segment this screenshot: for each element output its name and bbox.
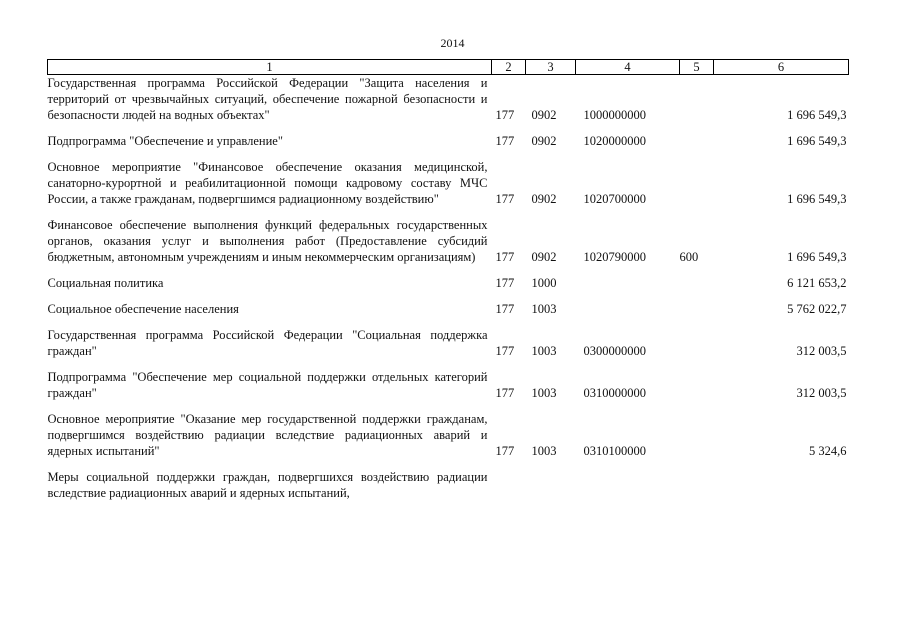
row-ministry-code: 177	[495, 192, 515, 206]
row-amount: 5 324,6	[809, 444, 847, 458]
spacer-cell	[48, 359, 849, 369]
row-section-code: 1003	[531, 302, 557, 316]
header-col-1: 1	[48, 60, 492, 75]
row-target-article: 1000000000	[583, 108, 646, 122]
row-target-article: 1020700000	[583, 192, 646, 206]
row-name: Государственная программа Российской Федерации "Защита населения и территорий от чрезвычайных ситуаций, обеспечение пожарной безопасности и безопасности людей на водных объектах"	[47, 76, 488, 122]
row-ministry-code: 177	[495, 134, 515, 148]
row-expense-type	[680, 133, 714, 149]
table-row	[48, 159, 849, 207]
row-ministry-code	[492, 469, 526, 501]
row-expense-type	[680, 159, 714, 207]
row-spacer	[48, 207, 849, 217]
spacer-cell	[48, 149, 849, 159]
row-name: Государственная программа Российской Федерации "Социальная поддержка граждан"	[47, 328, 488, 358]
row-ministry-code: 177	[495, 276, 515, 290]
row-ministry-code: 177	[495, 302, 515, 316]
row-name: Меры социальной поддержки граждан, подвергшихся воздействию радиации вследствие радиационных аварий и ядерных испытаний,	[47, 470, 488, 500]
row-spacer	[48, 291, 849, 301]
row-amount: 6 121 653,2	[787, 276, 847, 290]
row-ministry-code: 177	[495, 386, 515, 400]
spacer-cell	[48, 207, 849, 217]
row-expense-type	[680, 75, 714, 124]
row-amount: 1 696 549,3	[787, 192, 847, 206]
row-expense-type	[680, 275, 714, 291]
row-target-article: 0310000000	[583, 386, 646, 400]
row-amount: 1 696 549,3	[787, 250, 847, 264]
row-target-article	[576, 469, 680, 501]
row-target-article: 0300000000	[583, 344, 646, 358]
row-expense-type	[680, 411, 714, 459]
row-spacer	[48, 401, 849, 411]
row-spacer	[48, 123, 849, 133]
row-section-code: 1000	[531, 276, 557, 290]
row-section-code: 0902	[531, 134, 557, 148]
row-amount: 5 762 022,7	[787, 302, 847, 316]
row-section-code: 0902	[531, 108, 557, 122]
header-col-2: 2	[492, 60, 526, 75]
table-row	[48, 275, 849, 291]
table-row	[48, 411, 849, 459]
column-number-header	[48, 60, 849, 75]
spacer-cell	[48, 459, 849, 469]
row-amount: 1 696 549,3	[787, 134, 847, 148]
row-expense-type	[680, 301, 714, 317]
row-amount: 312 003,5	[796, 344, 847, 358]
table-row	[48, 133, 849, 149]
header-col-6: 6	[714, 60, 849, 75]
row-spacer	[48, 265, 849, 275]
page-number: 2014	[440, 36, 465, 50]
budget-table	[47, 59, 849, 501]
row-name: Основное мероприятие "Финансовое обеспечение оказания медицинской, санаторно-курортной и реабилитационной помощи кадровому составу МЧС России, а также гражданам, подвергшимся радиационному воздействию"	[47, 160, 488, 206]
row-spacer	[48, 317, 849, 327]
row-amount	[714, 469, 849, 501]
row-spacer	[48, 149, 849, 159]
row-target-article	[576, 275, 680, 291]
row-target-article: 1020790000	[583, 250, 646, 264]
table-row	[48, 469, 849, 501]
row-section-code: 1003	[531, 386, 557, 400]
row-expense-type	[680, 469, 714, 501]
row-name: Подпрограмма "Обеспечение и управление"	[47, 134, 283, 148]
row-ministry-code: 177	[495, 250, 515, 264]
row-spacer	[48, 359, 849, 369]
row-section-code: 1003	[531, 344, 557, 358]
row-name: Основное мероприятие "Оказание мер государственной поддержки гражданам, подвергшимся воздействию радиации вследствие радиационных аварий и ядерных испытаний"	[47, 412, 488, 458]
row-section-code: 1003	[531, 444, 557, 458]
row-name: Подпрограмма "Обеспечение мер социальной поддержки отдельных категорий граждан"	[47, 370, 488, 400]
row-expense-type: 600	[679, 250, 699, 264]
header-col-5: 5	[680, 60, 714, 75]
spacer-cell	[48, 291, 849, 301]
table-row	[48, 369, 849, 401]
row-target-article: 1020000000	[583, 134, 646, 148]
table-row	[48, 75, 849, 124]
row-spacer	[48, 459, 849, 469]
row-name: Социальная политика	[47, 276, 164, 290]
row-name: Финансовое обеспечение выполнения функций федеральных государственных органов, оказания услуг и выполнения работ (Предоставление субсидий бюджетным, автономным учреждениям и иным некоммерческим организациям)	[47, 218, 488, 264]
row-amount: 1 696 549,3	[787, 108, 847, 122]
spacer-cell	[48, 401, 849, 411]
row-section-code	[526, 469, 576, 501]
row-ministry-code: 177	[495, 108, 515, 122]
row-section-code: 0902	[531, 192, 557, 206]
spacer-cell	[48, 265, 849, 275]
row-expense-type	[680, 327, 714, 359]
row-target-article	[576, 301, 680, 317]
row-name: Социальное обеспечение населения	[47, 302, 239, 316]
header-col-3: 3	[526, 60, 576, 75]
row-target-article: 0310100000	[583, 444, 646, 458]
spacer-cell	[48, 123, 849, 133]
table-row	[48, 217, 849, 265]
row-ministry-code: 177	[495, 444, 515, 458]
table-row	[48, 327, 849, 359]
row-expense-type	[680, 369, 714, 401]
table-row	[48, 301, 849, 317]
row-ministry-code: 177	[495, 344, 515, 358]
spacer-cell	[48, 317, 849, 327]
header-col-4: 4	[576, 60, 680, 75]
row-amount: 312 003,5	[796, 386, 847, 400]
row-section-code: 0902	[531, 250, 557, 264]
